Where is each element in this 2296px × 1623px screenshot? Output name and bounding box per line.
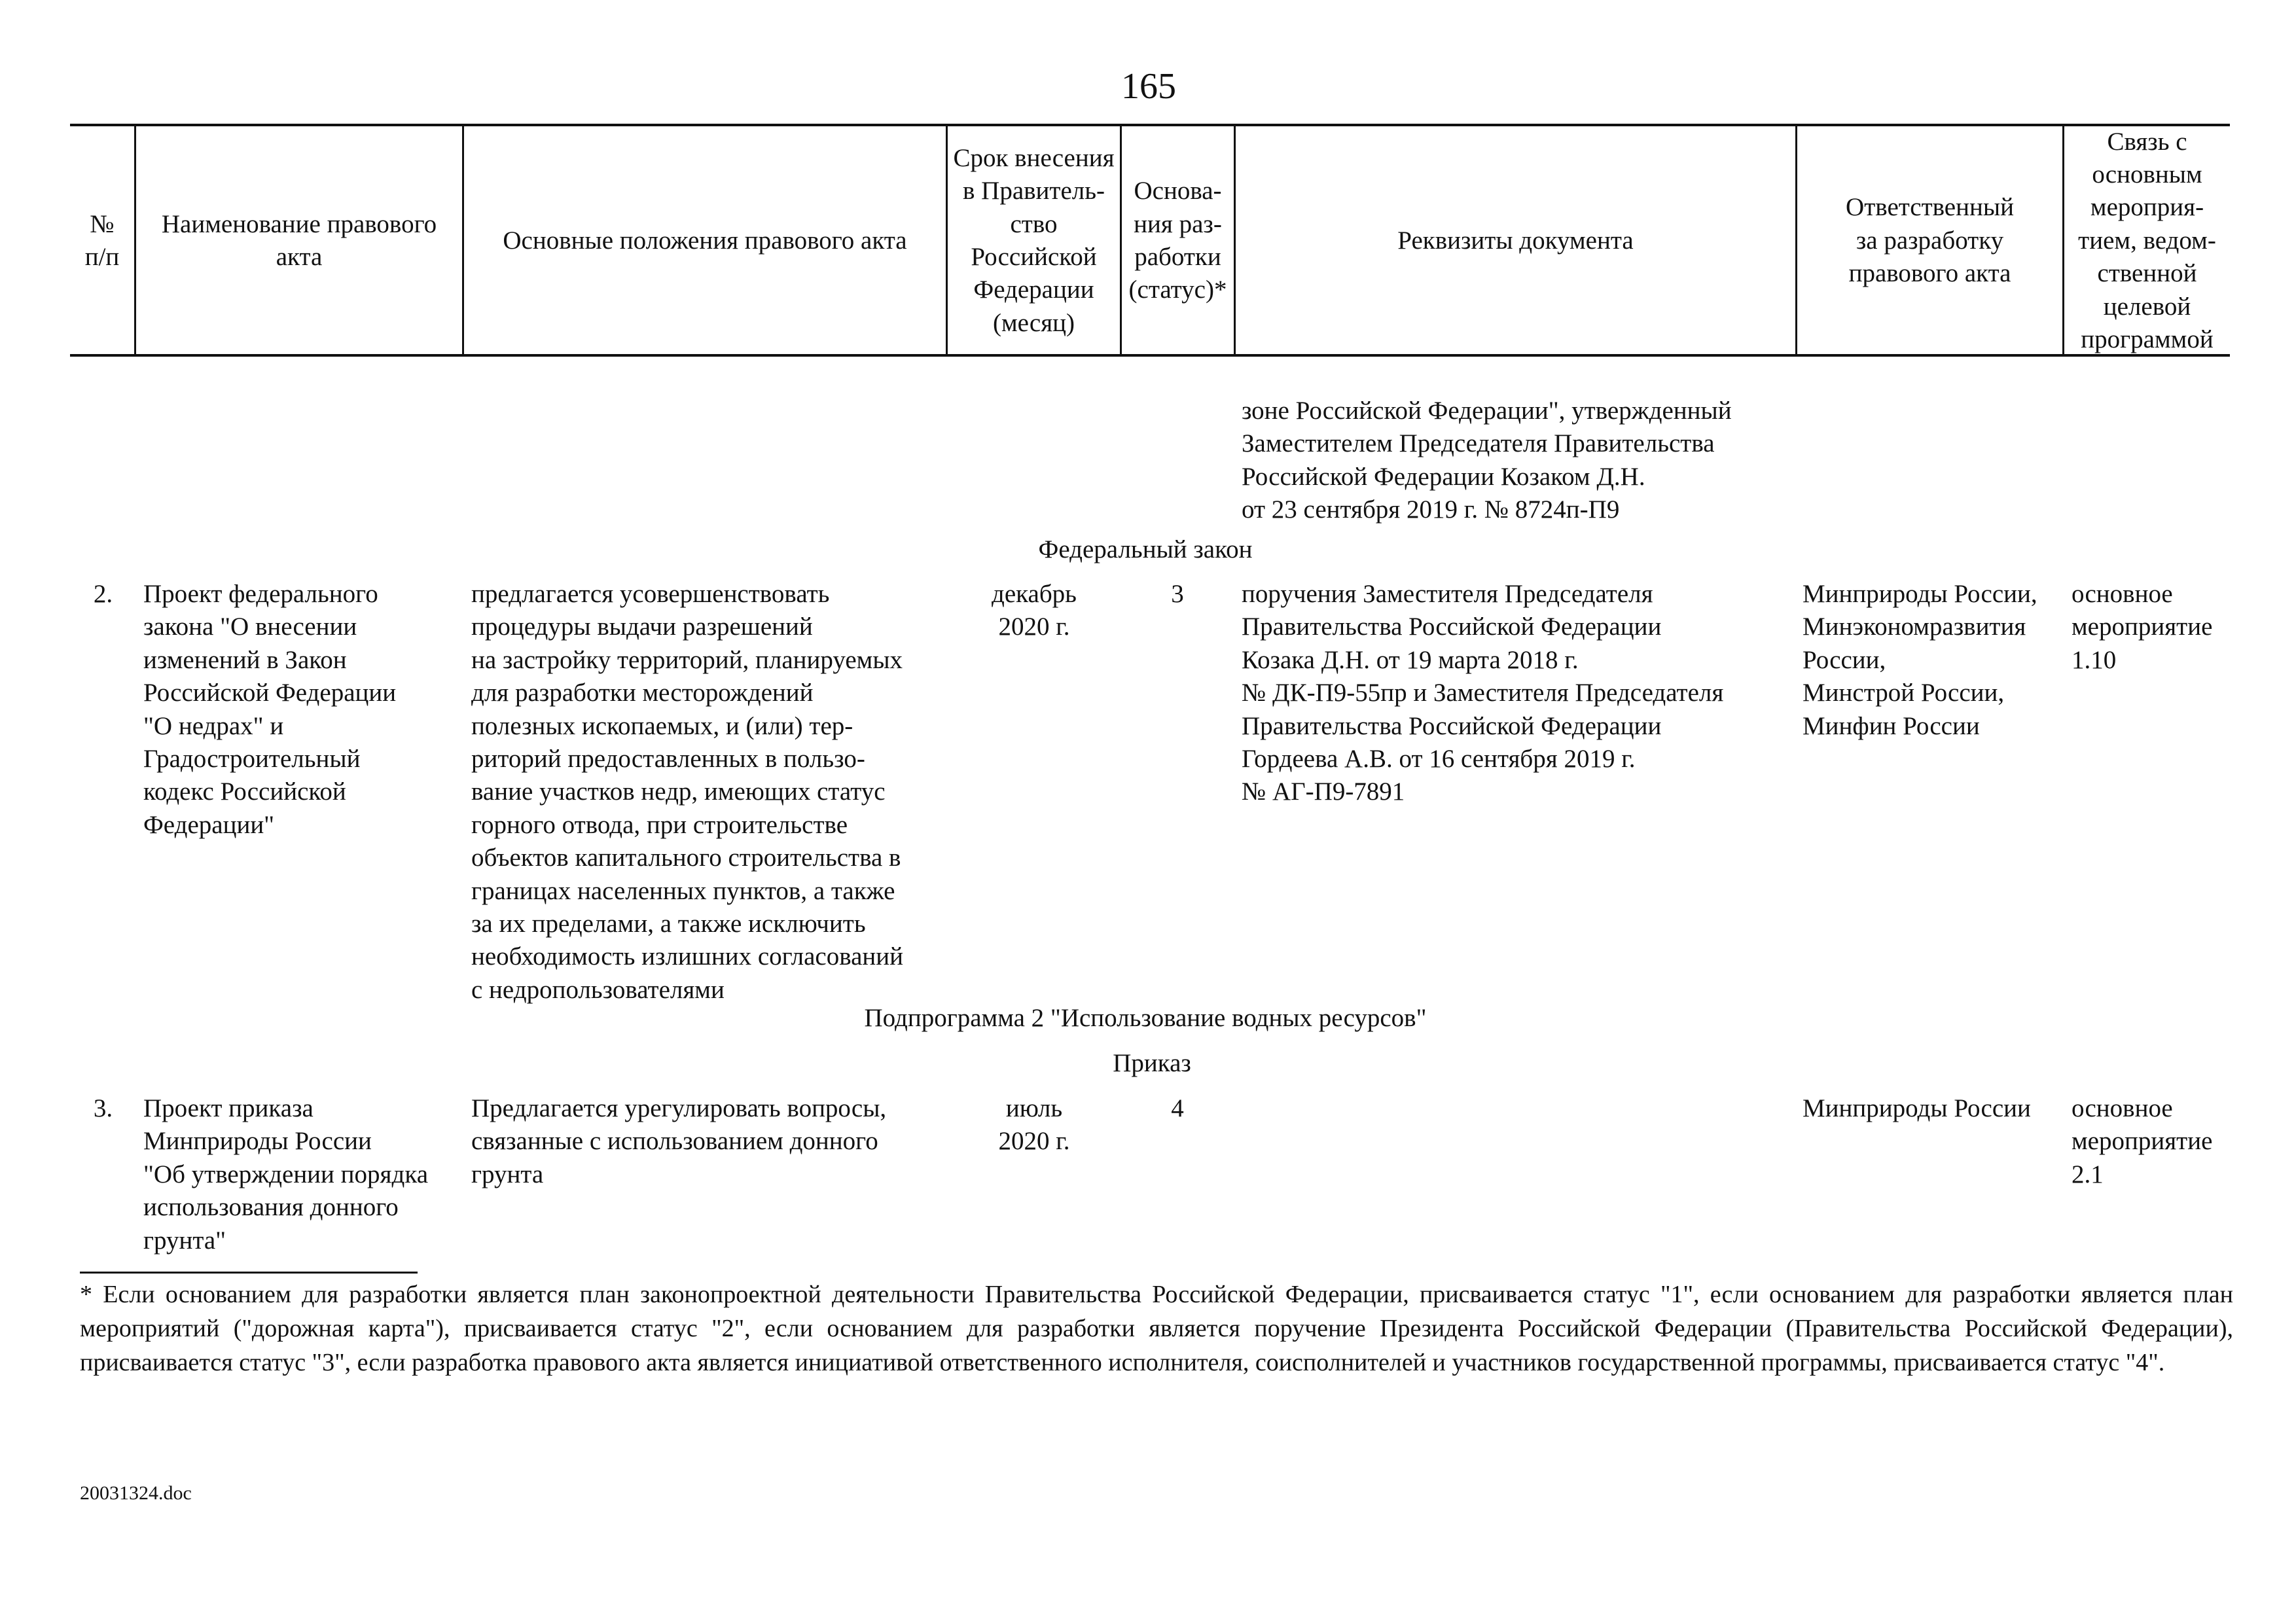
row-provisions: Предлагается урегулировать вопросы, связанные с использованием донного грунта — [471, 1094, 887, 1188]
row-basis-status: 3 — [1171, 580, 1184, 608]
row-deadline: июль 2020 г. — [998, 1094, 1070, 1156]
section-title-order: Приказ — [1113, 1049, 1191, 1077]
row-number: 2. — [93, 580, 113, 608]
section-title-subprogram: Подпрограмма 2 "Использование водных ресурсов" — [864, 1004, 1427, 1032]
page-number: 165 — [1121, 66, 1176, 107]
footnote-text: * Если основанием для разработки является план законопроектной деятельности Правительства Российской Федерации, присваивается статус "1", если основанием для разработки является план мероприятий ("дорожная карта"), присваивается статус "2", если основанием для разработки является поручение Президента Российской Федерации (Правительства Российской Федерации), присваивается статус "3", если разработка правового акта является инициативой ответственного исполнителя, соисполнителей и участников государственной программы, присваивается статус "4". — [80, 1281, 2233, 1376]
header-basis-status: Основа- ния раз- работки (статус)* — [1128, 177, 1227, 304]
header-document-requisites: Реквизиты документа — [1397, 226, 1634, 255]
row-provisions: предлагается усовершенствовать процедуры выдачи разрешений на застройку территорий, планируемых для разработки месторождений полезных ископаемых, и (или) тер- риторий предоставленных в пользо- вание участков недр, имеющих статус горного отвода, при строительстве объектов капитального строительства в границах населенных пунктов, а также за их пределами, а также исключить необходимость излишних согласований с недропользователями — [471, 580, 904, 1004]
row-act-name: Проект федерального закона "О внесении изменений в Закон Российской Федерации "О недрах" и Градостроительный кодекс Российской Федерации" — [143, 580, 397, 839]
table-top-rule — [70, 124, 2230, 126]
header-act-name: Наименование правового акта — [161, 209, 437, 271]
header-program-link: Связь с основным мероприя- тием, ведом- ственной целевой программой — [2078, 127, 2216, 354]
row-program-link: основное мероприятие 1.10 — [2072, 580, 2213, 674]
row-basis-status: 4 — [1171, 1094, 1184, 1122]
row-number: 3. — [93, 1094, 113, 1122]
header-responsible: Ответственный за разработку правового акта — [1846, 193, 2014, 288]
header-provisions: Основные положения правового акта — [503, 226, 907, 255]
row-deadline: декабрь 2020 г. — [992, 580, 1077, 641]
footnote-separator — [80, 1272, 418, 1274]
table-header-bottom-rule — [70, 354, 2230, 357]
row-program-link: основное мероприятие 2.1 — [2072, 1094, 2213, 1188]
row-responsible: Минприроды России — [1803, 1094, 2031, 1122]
header-deadline: Срок внесения в Правитель- ство Российской Федерации (месяц) — [953, 143, 1115, 337]
row-act-name: Проект приказа Минприроды России "Об утверждении порядка использования донного грунта" — [143, 1094, 428, 1255]
row-responsible: Минприроды России, Минэкономразвития России, Минстрой России, Минфин России — [1803, 580, 2037, 740]
section-title-federal-law: Федеральный закон — [1038, 535, 1253, 563]
row-requisites: поручения Заместителя Председателя Правительства Российской Федерации Козака Д.Н. от 19 марта 2018 г. № ДК-П9-55пр и Заместителя Председателя Правительства Российской Федерации Гордеева А.В. от 16 сентября 2019 г. № АГ-П9-7891 — [1242, 580, 1724, 806]
continued-requisites: зоне Российской Федерации", утвержденный Заместителем Председателя Правительства Российской Федерации Козаком Д.Н. от 23 сентября 2019 г. № 8724п-П9 — [1242, 397, 1732, 524]
header-number: № п/п — [84, 209, 120, 271]
document-filename: 20031324.doc — [80, 1482, 192, 1504]
